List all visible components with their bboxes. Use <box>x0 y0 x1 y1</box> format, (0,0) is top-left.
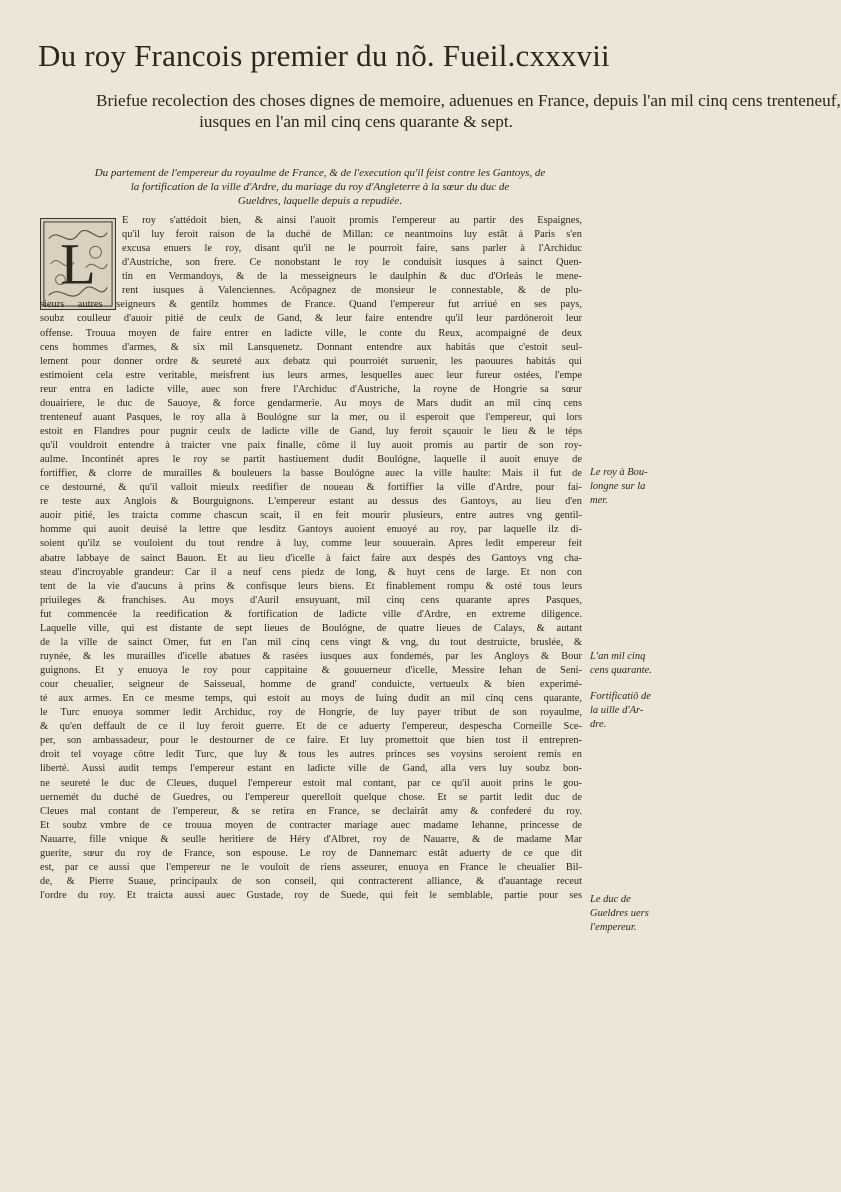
text-line: cour cheualier, seigneur de Saisseual, homme de grand' conduicte, vertueulx & bien experimé- <box>40 679 582 691</box>
text-line: rent iusques à Valenciennes. Acôpagnez de monsieur le connestable, & de plu- <box>122 285 582 297</box>
text-line: estimoient cela estre veritable, meisfrent ius leurs armes, lesquelles auec leur fureur ostées, l'empe <box>40 369 582 381</box>
margin-note-line: Le duc de <box>590 894 631 905</box>
text-line: ne seureté le duc de Cleues, duquel l'empereur estoit mal contant, par ce qu'il auoit prins le gou- <box>40 777 582 789</box>
margin-note-line: Le roy à Bou- <box>590 467 648 478</box>
text-line: auoir pitié, les traicta comme chascun scait, il en feit mourir plusieurs, entre autres vng gentil- <box>40 510 582 522</box>
text-line: qu'il vouldroit entendre à traicter vne paix finalle, côme il luy auoit promis au partir de son roy- <box>40 440 582 451</box>
text-line: E roy s'attédoit bien, & ainsi l'auoit promis l'empereur au partir des Espaignes, <box>122 215 582 226</box>
margin-note-line: mer. <box>590 495 608 506</box>
text-line: uernemét du duché de Guedres, ou l'empereur querelloit quelque chose. Et se partit ledit duc de <box>40 791 582 803</box>
chapter-heading-line: Du partement de l'empereur du royaulme de France, & de l'execution qu'il feist contre les Gantoys, de <box>94 167 546 179</box>
text-line: le Turc enuoya sommer ledit Archiduc, roy de Hongrie, de luy payer tribut de son royaulme, <box>40 707 582 719</box>
margin-note-line: Fortificatiô de <box>590 691 651 702</box>
text-line: aulme. Incontinét apres le roy se partit hastiuement dudit Boulógne, laquelle il auoit enuye de <box>40 454 582 466</box>
margin-note-line: cens quarante. <box>590 665 652 676</box>
text-line: soient qu'ilz se vouloient du tout rendre à luy, comme leur souuerain. Apres ledit empereur feit <box>40 538 582 550</box>
text-line: per, son ambassadeur, pour le destourner de ce faire. Et luy promettoit que bien tost il entrepren- <box>40 735 582 747</box>
text-line: cens hommes d'armes, & six mil Lansquenetz. Donnant entendre aux habitás que c'estoit seul- <box>40 341 582 353</box>
text-line: Nauarre, fille vnique & seulle heritiere de Héry d'Albret, roy de Nauarre, & de madame Mar <box>40 833 582 845</box>
chapter-heading-line: la fortification de la ville d'Ardre, du mariage du roy d'Angleterre à la sœur du duc de <box>130 181 510 193</box>
subtitle-line: Briefue recolection des choses dignes de memoire, aduenues en France, depuis l'an mil cinq cens trenteneuf, <box>96 91 841 110</box>
text-line: fut commencée la reedification & fortification de ladicte ville d'Ardre, en extreme diligence. <box>40 608 582 620</box>
text-line: l'ordre du roy. Et traicta aussi auec Gustade, roy de Suede, qui feit le semblable, partie pour ses <box>40 890 582 901</box>
chapter-heading <box>60 166 580 208</box>
text-line: guerite, sœur du roy de France, son espouse. Le roy de Dannemarc estât aduerty de ce que dit <box>40 847 582 859</box>
text-line: est, par ce aussi que l'empereur ne le vouloit de riens asseurer, enuoya en France le cheualier Bil- <box>40 861 582 873</box>
margin-note-line: dre. <box>590 719 607 730</box>
body-text <box>40 214 582 903</box>
margin-note-line: longne sur la <box>590 481 646 492</box>
chapter-heading-line: Gueldres, laquelle depuis a repudiée. <box>237 195 403 207</box>
initial-letter: L <box>60 231 96 297</box>
text-line: tin en Vermandoys, & de la messeigneurs le daulphin & duc d'Orleás le mene- <box>122 271 582 283</box>
text-line: tent de la vie d'aucuns à prins & confisque leurs biens. Et finablement rompu & osté tous leurs <box>40 580 582 592</box>
margin-note <box>590 690 690 732</box>
margin-note-line: l'empereur. <box>590 922 637 933</box>
subtitle-line: iusques en l'an mil cinq cens quarante & sept. <box>199 112 513 131</box>
text-line: abatre labbaye de sainct Bauon. Et au lieu d'icelle à faict faire aux despés des Gantoys vng cha- <box>40 552 582 564</box>
margin-note <box>590 466 690 508</box>
text-line: ce destourné, & qu'il valloit mieulx reedifier de noueau & fortiffier la ville d'Ardre, pour fai- <box>40 482 582 494</box>
text-line: liberté. Aussi audit temps l'empereur estant en ladicte ville de Gand, alla vers luy soubz bon- <box>40 763 582 775</box>
text-line: de, & Pierre Suaue, principaulx de son conseil, qui contracterent alliance, & d'auantage receut <box>40 875 582 887</box>
margin-note-line: Gueldres uers <box>590 908 649 919</box>
text-line: excusa enuers le roy, disant qu'il ne le pourroit faire, sans parler à l'Archiduc <box>122 243 582 255</box>
text-line: priuileges & franchises. Au moys d'Auril ensuyuant, mil cinq cens quarante apres Pasques, <box>40 594 582 606</box>
text-line: trenteneuf auant Pasques, le roy alla à Boulógne sur la mer, ou il esperoit que l'empereur, qui lors <box>40 411 582 423</box>
margin-note <box>590 893 690 935</box>
text-line: Et soubz vmbre de ce trouua moyen de contracter mariage auec madame Iehanne, princesse de <box>40 819 582 831</box>
text-line: droit tel voyage côtre ledit Turc, que luy & tous les autres princes ses voysins seroient remis en <box>40 749 582 761</box>
text-line: reur entra en ladicte ville, auec son frere l'Archiduc d'Austriche, la royne de Hongrie sa sœur <box>40 383 582 395</box>
text-line: guignons. Et y enuoya le roy pour cappitaine & gouuerneur d'icelle, Messire Iehan de Seni- <box>40 665 582 676</box>
text-line: ruynée, & les murailles d'icelle abatues & rasées iusques aux fondemés, par les Angloys & Bour <box>40 650 582 662</box>
text-line: Cleues mal contant de l'empereur, & se retira en France, se declairât amy & confederé du roy. <box>40 805 582 817</box>
section-subtitle <box>96 90 841 132</box>
text-line: douairiere, le duc de Sauoye, & force gendarmerie. Au moys de Mars dudit an mil cinq cens <box>40 397 582 409</box>
text-line: estoit en Flandres pour pugnir ceulx de ladicte ville de Gand, luy feroit sçauoir le lieu & le téps <box>40 425 582 437</box>
text-line: d'Austriche, son frere. Ce nonobstant le roy le conduisit iusques à sainct Quen- <box>122 257 582 269</box>
margin-note <box>590 650 690 678</box>
text-line: Laquelle ville, qui est distante de sept lieues de Boulógne, de quatre lieues de Calays, & autant <box>40 622 582 634</box>
running-head: Du roy Francois premier du nõ. Fueil.cxxxvii <box>38 38 610 73</box>
text-line: lement pour donner ordre & seureté aux debatz qui pourroiét suruenir, les paouures habitás qui <box>40 355 582 367</box>
margin-note-line: L'an mil cinq <box>590 651 646 662</box>
text-line: fortiffier, & clorre de murailles & bouleuers la basse Boulógne auec la ville haulte: Mais il fut de <box>40 468 582 480</box>
text-line: & qu'en deffault de ce il luy feroit guerre. Et de ce aduerty l'empereur, despescha Corneille Sce- <box>40 721 582 733</box>
text-line: qu'il luy feroit raison de la duché de Millan: ce neantmoins luy estât à Paris s'en <box>122 229 582 241</box>
text-line: homme qui auoit deuisé la lettre que lesditz Gantoys auoient enuoyé au roy, par laquelle ilz di- <box>40 524 582 536</box>
text-line: offense. Trouua moyen de faire entrer en ladicte ville, le conte du Reux, acompaigné de deux <box>40 327 582 339</box>
text-line: steau d'incroyable grandeur: Car il a neuf cens piedz de long, & huyt cens de large. Et non con <box>40 566 582 578</box>
text-line: soubz coulleur d'auoir pitié de ceulx de Gand, & leur faire entendre qu'il leur pardóneroit leur <box>40 313 582 325</box>
text-line: té aux armes. En ce mesme temps, qui estoit au moys de Iuing dudit an mil cinq cens quarante, <box>40 693 582 705</box>
margin-note-line: la uille d'Ar- <box>590 705 644 716</box>
text-line: re teste aux Anglois & Bourguignons. L'empereur estant au dessus des Gantoys, au lieu d'en <box>40 496 582 508</box>
text-line: sieurs autres seigneurs & gentilz hommes de France. Quand l'empereur fut arriué en ses pays, <box>40 299 582 311</box>
text-line: de la ville de sainct Omer, fut en l'an mil cinq cens vingt & vng, du tout destruicte, bruslée, & <box>40 636 582 648</box>
